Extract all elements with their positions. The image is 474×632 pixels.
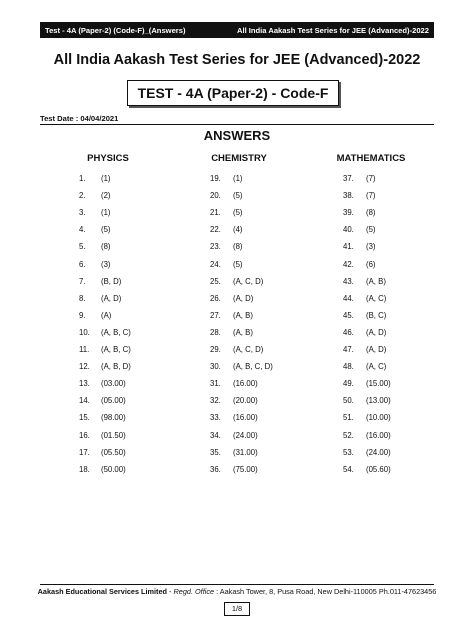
answer-value-physics: (05.00) bbox=[101, 396, 126, 406]
answer-row bbox=[0, 307, 474, 324]
question-number-physics: 12. bbox=[79, 362, 90, 372]
question-number-chemistry: 31. bbox=[210, 379, 221, 389]
question-number-chemistry: 29. bbox=[210, 345, 221, 354]
answer-value-chemistry: (24.00) bbox=[233, 430, 258, 440]
answer-value-chemistry: (A, B, C, D) bbox=[233, 362, 273, 372]
answer-value-chemistry: (31.00) bbox=[233, 447, 258, 457]
header-bar bbox=[40, 22, 434, 38]
answer-value-mathematics: (A, D) bbox=[366, 327, 387, 337]
question-number-physics: 15. bbox=[79, 413, 90, 423]
question-number-mathematics: 38. bbox=[343, 191, 354, 201]
question-number-physics: 11. bbox=[79, 345, 90, 354]
answer-value-physics: (A, D) bbox=[101, 293, 122, 303]
answer-row bbox=[0, 461, 474, 478]
answer-value-mathematics: (05.60) bbox=[366, 464, 391, 474]
answer-value-mathematics: (6) bbox=[366, 259, 376, 269]
answer-grid bbox=[0, 170, 474, 490]
answer-value-physics: (1) bbox=[101, 174, 111, 183]
question-number-mathematics: 49. bbox=[343, 379, 354, 389]
question-number-chemistry: 27. bbox=[210, 310, 221, 320]
answer-value-chemistry: (A, C, D) bbox=[233, 276, 264, 286]
question-number-mathematics: 43. bbox=[343, 276, 354, 286]
answer-row bbox=[0, 221, 474, 238]
footer-regd-label: Regd. Office bbox=[173, 587, 215, 596]
question-number-mathematics: 48. bbox=[343, 362, 354, 372]
answer-row bbox=[0, 256, 474, 273]
answer-value-physics: (B, D) bbox=[101, 276, 122, 286]
answer-value-chemistry: (5) bbox=[233, 208, 243, 218]
document-title: All India Aakash Test Series for JEE (Advanced)-2022 bbox=[53, 52, 421, 68]
answer-value-chemistry: (75.00) bbox=[233, 464, 258, 474]
question-number-mathematics: 41. bbox=[343, 242, 354, 252]
answer-value-physics: (50.00) bbox=[101, 464, 126, 474]
answers-heading: ANSWERS bbox=[203, 128, 271, 143]
footer bbox=[0, 587, 474, 596]
answer-value-physics: (8) bbox=[101, 242, 111, 252]
answer-value-physics: (A, B, C) bbox=[101, 345, 131, 354]
answer-row bbox=[0, 409, 474, 426]
answer-value-mathematics: (A, B) bbox=[366, 276, 386, 286]
answer-value-physics: (5) bbox=[101, 225, 111, 235]
answer-value-physics: (05.50) bbox=[101, 447, 126, 457]
subject-heading-physics: PHYSICS bbox=[87, 153, 129, 164]
question-number-physics: 14. bbox=[79, 396, 90, 406]
question-number-physics: 8. bbox=[79, 293, 86, 303]
answer-value-mathematics: (7) bbox=[366, 174, 376, 183]
answer-row bbox=[0, 427, 474, 444]
answer-value-chemistry: (A, D) bbox=[233, 293, 254, 303]
top-divider bbox=[40, 124, 434, 125]
answer-row bbox=[0, 375, 474, 392]
footer-company: Aakash Educational Services Limited bbox=[37, 587, 167, 596]
question-number-chemistry: 21. bbox=[210, 208, 221, 218]
answer-value-chemistry: (A, C, D) bbox=[233, 345, 264, 354]
answer-value-chemistry: (4) bbox=[233, 225, 243, 235]
answer-value-physics: (A, B, C) bbox=[101, 327, 131, 337]
answer-value-chemistry: (5) bbox=[233, 259, 243, 269]
question-number-mathematics: 51. bbox=[343, 413, 354, 423]
question-number-chemistry: 20. bbox=[210, 191, 221, 201]
question-number-physics: 4. bbox=[79, 225, 86, 235]
question-number-chemistry: 33. bbox=[210, 413, 221, 423]
answer-value-mathematics: (A, C) bbox=[366, 362, 387, 372]
answer-value-mathematics: (5) bbox=[366, 225, 376, 235]
answer-row bbox=[0, 341, 474, 358]
question-number-chemistry: 22. bbox=[210, 225, 221, 235]
answer-row bbox=[0, 444, 474, 461]
question-number-mathematics: 47. bbox=[343, 345, 354, 354]
question-number-chemistry: 26. bbox=[210, 293, 221, 303]
question-number-physics: 6. bbox=[79, 259, 86, 269]
answer-value-mathematics: (15.00) bbox=[366, 379, 391, 389]
answer-value-physics: (2) bbox=[101, 191, 111, 201]
answer-row bbox=[0, 324, 474, 341]
answer-value-mathematics: (24.00) bbox=[366, 447, 391, 457]
test-name: TEST - 4A (Paper-2) - Code-F bbox=[137, 85, 329, 101]
question-number-chemistry: 35. bbox=[210, 447, 221, 457]
subject-heading-mathematics: MATHEMATICS bbox=[336, 153, 406, 164]
question-number-chemistry: 32. bbox=[210, 396, 221, 406]
answer-row bbox=[0, 392, 474, 409]
question-number-mathematics: 40. bbox=[343, 225, 354, 235]
answer-value-chemistry: (8) bbox=[233, 242, 243, 252]
question-number-physics: 18. bbox=[79, 464, 90, 474]
answer-row bbox=[0, 238, 474, 255]
question-number-chemistry: 28. bbox=[210, 327, 221, 337]
question-number-mathematics: 50. bbox=[343, 396, 354, 406]
answer-row bbox=[0, 273, 474, 290]
question-number-physics: 13. bbox=[79, 379, 90, 389]
page-number: 1/8 bbox=[224, 602, 250, 616]
question-number-mathematics: 46. bbox=[343, 327, 354, 337]
question-number-physics: 1. bbox=[79, 174, 86, 183]
question-number-mathematics: 45. bbox=[343, 310, 354, 320]
question-number-physics: 2. bbox=[79, 191, 86, 201]
answer-value-chemistry: (5) bbox=[233, 191, 243, 201]
footer-address: : Aakash Tower, 8, Pusa Road, New Delhi-110005 Ph.011-47623456 bbox=[214, 587, 437, 596]
question-number-chemistry: 19. bbox=[210, 174, 221, 183]
header-right-text: All India Aakash Test Series for JEE (Advanced)-2022 bbox=[236, 25, 429, 35]
footer-divider bbox=[40, 584, 434, 585]
question-number-mathematics: 52. bbox=[343, 430, 354, 440]
answer-value-mathematics: (A, D) bbox=[366, 345, 387, 354]
answer-value-mathematics: (8) bbox=[366, 208, 376, 218]
subject-heading-chemistry: CHEMISTRY bbox=[211, 153, 267, 164]
question-number-mathematics: 42. bbox=[343, 259, 354, 269]
answer-value-physics: (A, B, D) bbox=[101, 362, 131, 372]
answer-value-physics: (1) bbox=[101, 208, 111, 218]
test-name-box bbox=[127, 80, 339, 106]
answer-value-mathematics: (16.00) bbox=[366, 430, 391, 440]
question-number-mathematics: 39. bbox=[343, 208, 354, 218]
question-number-mathematics: 54. bbox=[343, 464, 354, 474]
answer-value-physics: (A) bbox=[101, 310, 112, 320]
footer-separator: - bbox=[167, 587, 174, 596]
answer-value-mathematics: (13.00) bbox=[366, 396, 391, 406]
question-number-physics: 17. bbox=[79, 447, 90, 457]
answer-value-physics: (98.00) bbox=[101, 413, 126, 423]
answer-value-chemistry: (20.00) bbox=[233, 396, 258, 406]
answer-value-mathematics: (B, C) bbox=[366, 310, 387, 320]
answer-row bbox=[0, 170, 474, 187]
answer-row bbox=[0, 358, 474, 375]
answer-value-mathematics: (3) bbox=[366, 242, 376, 252]
answer-value-chemistry: (A, B) bbox=[233, 327, 253, 337]
question-number-mathematics: 37. bbox=[343, 174, 354, 183]
test-date: Test Date : 04/04/2021 bbox=[40, 114, 119, 123]
answer-value-physics: (03.00) bbox=[101, 379, 126, 389]
question-number-chemistry: 23. bbox=[210, 242, 221, 252]
answer-value-mathematics: (10.00) bbox=[366, 413, 391, 423]
answer-value-chemistry: (16.00) bbox=[233, 379, 258, 389]
question-number-chemistry: 24. bbox=[210, 259, 221, 269]
question-number-mathematics: 53. bbox=[343, 447, 354, 457]
answer-value-mathematics: (A, C) bbox=[366, 293, 387, 303]
answer-value-physics: (3) bbox=[101, 259, 111, 269]
question-number-chemistry: 34. bbox=[210, 430, 221, 440]
question-number-physics: 7. bbox=[79, 276, 86, 286]
answer-row bbox=[0, 290, 474, 307]
answer-value-mathematics: (7) bbox=[366, 191, 376, 201]
question-number-mathematics: 44. bbox=[343, 293, 354, 303]
header-left-text: Test - 4A (Paper-2) (Code-F)_(Answers) bbox=[45, 25, 186, 35]
question-number-physics: 9. bbox=[79, 310, 86, 320]
question-number-chemistry: 36. bbox=[210, 464, 221, 474]
question-number-chemistry: 25. bbox=[210, 276, 221, 286]
answer-value-chemistry: (A, B) bbox=[233, 310, 253, 320]
question-number-physics: 5. bbox=[79, 242, 86, 252]
question-number-physics: 3. bbox=[79, 208, 86, 218]
answer-value-physics: (01.50) bbox=[101, 430, 126, 440]
answer-value-chemistry: (1) bbox=[233, 174, 243, 183]
question-number-chemistry: 30. bbox=[210, 362, 221, 372]
answer-value-chemistry: (16.00) bbox=[233, 413, 258, 423]
question-number-physics: 16. bbox=[79, 430, 90, 440]
answer-row bbox=[0, 187, 474, 204]
question-number-physics: 10. bbox=[79, 327, 90, 337]
answer-row bbox=[0, 204, 474, 221]
